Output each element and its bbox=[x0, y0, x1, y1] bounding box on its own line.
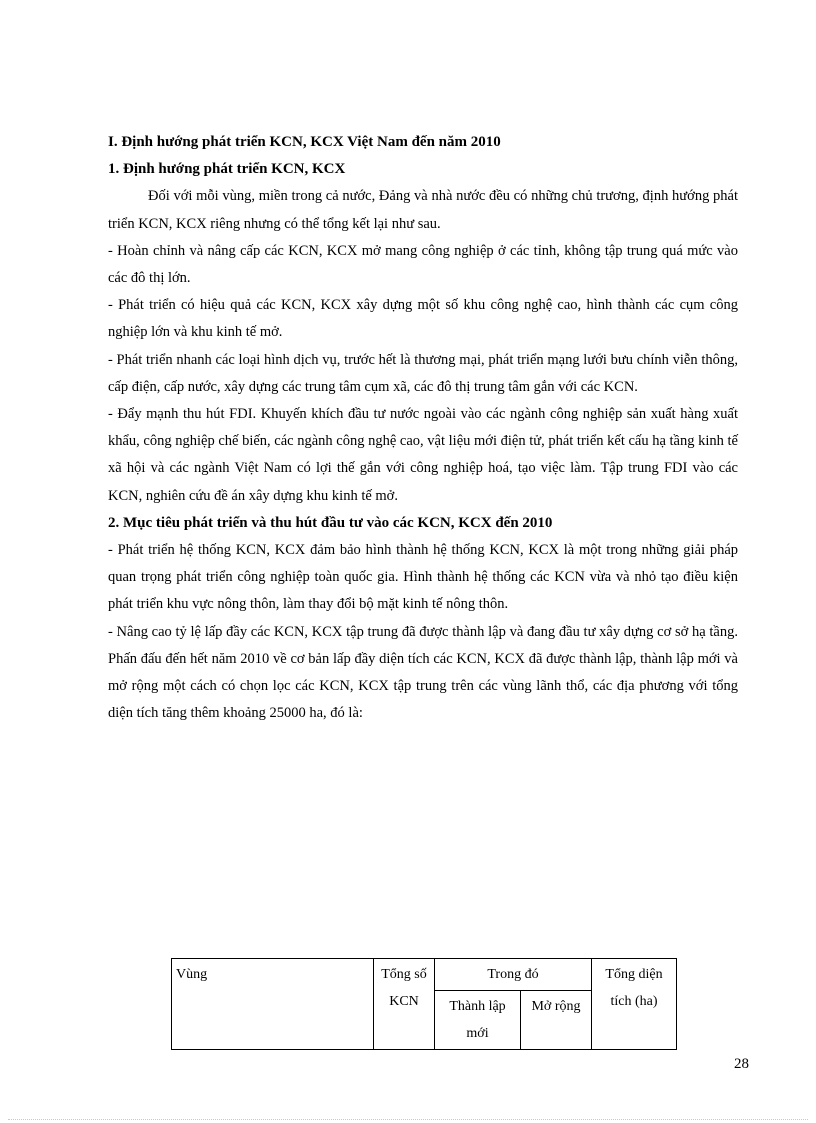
section-1-bullet: - Phát triển nhanh các loại hình dịch vụ, trước hết là thương mại, phát triển mạng lưới bưu chính viễn thông, cấp điện, cấp nước, xây dựng các trung tâm cụm xã, các đô thị trung tâm gắn với các KCN. bbox=[108, 351, 738, 395]
header-region: Vùng bbox=[172, 959, 374, 1050]
regions-table bbox=[171, 958, 677, 1050]
header-of-which: Trong đó bbox=[435, 959, 592, 991]
header-total-kcn: Tổng số KCN bbox=[374, 959, 435, 1050]
main-heading: I. Định hướng phát triển KCN, KCX Việt Nam đến năm 2010 bbox=[108, 134, 501, 150]
section-2-title: 2. Mục tiêu phát triển và thu hút đầu tư vào các KCN, KCX đến 2010 bbox=[108, 514, 553, 531]
section-2-bullet: - Nâng cao tỷ lệ lấp đầy các KCN, KCX tập trung đã được thành lập và đang đầu tư xây dựng cơ sở hạ tầng. Phấn đấu đến hết năm 2010 về cơ bản lấp đầy diện tích các KCN, KCX đã được thành lập, thành lập mới và mở rộng một cách có chọn lọc các KCN, KCX tập trung trên các vùng lãnh thổ, các địa phương với tổng diện tích tăng thêm khoảng 25000 ha, đó là: bbox=[108, 623, 738, 722]
section-1-bullet: - Phát triển có hiệu quả các KCN, KCX xây dựng một số khu công nghệ cao, hình thành các cụm công nghiệp lớn và khu kinh tế mở. bbox=[108, 297, 738, 341]
section-2-bullet: - Phát triển hệ thống KCN, KCX đảm bảo hình thành hệ thống KCN, KCX là một trong những giải pháp quan trọng phát triển công nghiệp toàn quốc gia. Hình thành hệ thống các KCN vừa và nhỏ tạo điều kiện phát triển khu vực nông thôn, làm thay đổi bộ mặt kinh tế nông thôn. bbox=[108, 542, 738, 613]
header-total-area: Tổng diện tích (ha) bbox=[592, 959, 677, 1050]
page-number: 28 bbox=[734, 1056, 749, 1072]
body-text bbox=[108, 129, 738, 727]
header-newly-established: Thành lập mới bbox=[435, 991, 521, 1050]
section-1-title: 1. Định hướng phát triển KCN, KCX bbox=[108, 161, 346, 178]
page-bottom-divider bbox=[8, 1119, 808, 1120]
section-1-bullet: - Đẩy mạnh thu hút FDI. Khuyến khích đầu tư nước ngoài vào các ngành công nghiệp sản xuất hàng xuất khẩu, công nghiệp chế biến, các ngành công nghệ cao, vật liệu mới điện tử, phát triển kết cấu hạ tầng kinh tế xã hội và các ngành Việt Nam có lợi thế gắn với công nghiệp hoá, tạo việc làm. Tập trung FDI vào các KCN, nghiên cứu đề án xây dựng khu kinh tế mở. bbox=[108, 406, 738, 504]
section-1-intro: Đối với mỗi vùng, miền trong cả nước, Đảng và nhà nước đều có những chủ trương, định hướng phát triển KCN, KCX riêng nhưng có thể tổng kết lại như sau. bbox=[108, 188, 738, 232]
header-expanded: Mở rộng bbox=[521, 991, 592, 1050]
section-1-bullet: - Hoàn chỉnh và nâng cấp các KCN, KCX mở mang công nghiệp ở các tỉnh, không tập trung quá mức vào các đô thị lớn. bbox=[108, 242, 738, 287]
table-header-row bbox=[172, 959, 677, 991]
